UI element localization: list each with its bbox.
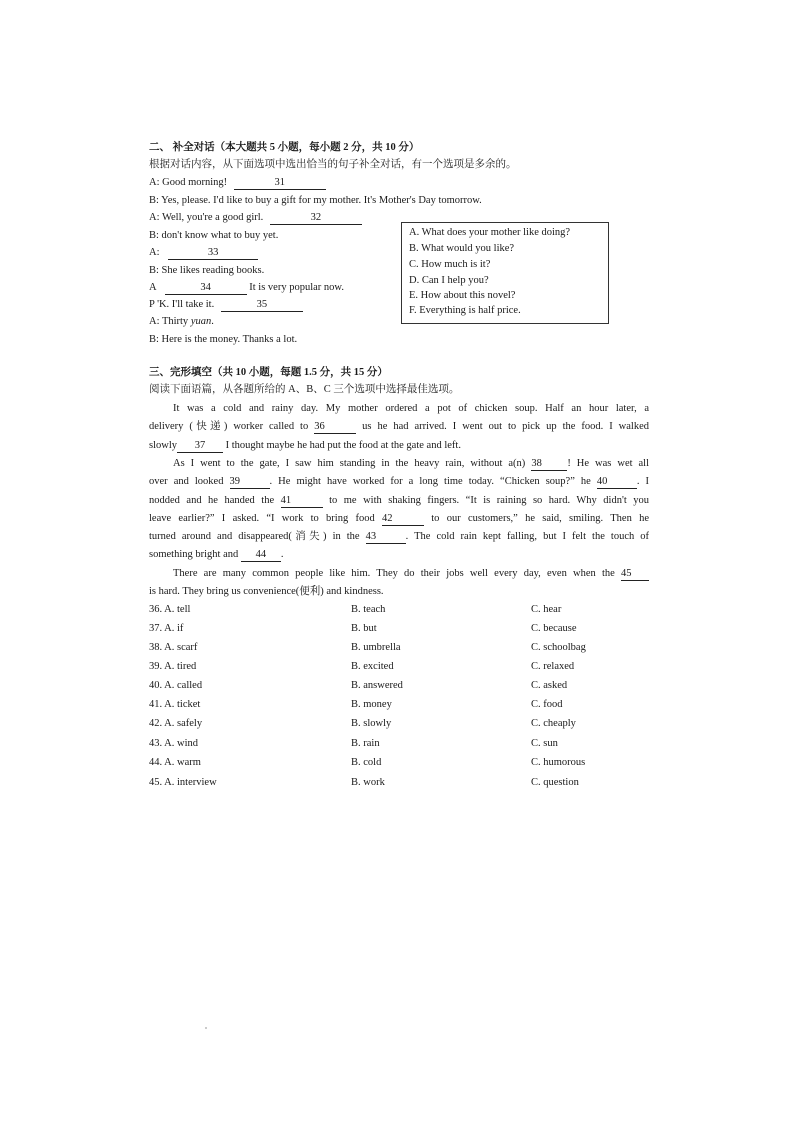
choice-37-c: C. because [531,623,577,634]
dialogue-text: . [211,316,214,327]
choice-36-c: C. hear [531,604,562,615]
passage-p2-line3 [149,492,649,511]
choice-37-b: B. but [351,623,377,634]
choice-40-a: 40. A. called [149,680,203,691]
passage-text: . [280,549,284,560]
choice-38-c: C. schoolbag [531,642,586,653]
dialogue-text: Good morning! [162,177,228,188]
passage-text: over and looked [149,476,224,487]
blank-41: 41 [281,495,323,508]
passage-text: us he had arrived. I went out to pick up the food. I walked [362,421,649,432]
passage-text: leave earlier?” I asked. “I work to bring food [149,513,375,524]
passage-text: something bright and [149,549,239,560]
passage-text: I thought maybe he had put the food at the gate and left. [225,440,461,451]
choice-42-b: B. slowly [351,718,392,729]
choice-36-a: 36. A. tell [149,604,191,615]
blank-42: 42 [382,513,424,526]
choice-43-c: C. sun [531,738,558,749]
dialogue-text: 'K. I'll take it. [157,299,215,310]
choice-38-b: B. umbrella [351,642,401,653]
passage-text: slowly [149,440,178,451]
blank-34: 34 [165,282,247,295]
dialogue-line-9 [149,315,214,329]
passage-text: to our customers,” he said, smiling. Then he [431,513,650,524]
choice-36-b: B. teach [351,604,386,615]
passage-p3-line2: is hard. They bring us convenience(便利) and kindness. [149,586,384,597]
dialogue-line-7 [149,281,344,295]
section2-heading: 二、 补全对话（本大题共 5 小题，每小题 2 分，共 10 分） [149,142,420,153]
choice-43-a: 43. A. wind [149,738,199,749]
choice-42-a: 42. A. safely [149,718,203,729]
option-f: F. Everything is half price. [409,305,521,316]
choice-44-a: 44. A. warm [149,757,201,768]
option-d: D. Can I help you? [409,275,489,286]
choice-39-c: C. relaxed [531,661,575,672]
passage-text: nodded and he handed the [149,495,275,506]
dialogue-text: It is very popular now. [249,282,344,293]
choice-45-a: 45. A. interview [149,777,217,788]
dialogue-line-8 [149,298,303,312]
blank-35: 35 [221,299,303,312]
choice-45-b: B. work [351,777,385,788]
choice-42-c: C. cheaply [531,718,576,729]
blank-36: 36 [314,421,356,434]
dialogue-italic: yuan [190,316,212,327]
option-e: E. How about this novel? [409,290,516,301]
blank-40: 40 [597,476,637,489]
passage-text: . I [636,476,650,487]
dialogue-line-1 [149,176,326,190]
choice-41-a: 41. A. ticket [149,699,201,710]
passage-p2-line4 [149,510,649,529]
blank-38: 38 [531,458,567,471]
dialogue-text: Well, you're a good girl. [161,212,264,223]
passage-p1-line2 [149,418,649,437]
passage-p1-line1: It was a cold and rainy day. My mother ordered a pot of chicken soup. Half an hour later, a [173,403,649,414]
dialogue-text: Yes, please. I'd like to buy a gift for my mother. It's Mother's Day tomorrow. [161,195,482,206]
passage-text: turned around and disappeared(消失) in the [149,531,360,542]
passage-text: to me with shaking fingers. “It is raining so hard. Why didn't you [329,495,650,506]
passage-p2-line1 [173,455,649,474]
passage-p1-line3 [149,437,649,456]
option-c: C. How much is it? [409,259,491,270]
blank-44: 44 [241,549,281,562]
options-box [401,222,609,324]
blank-33: 33 [168,247,258,260]
speaker: B: [149,334,159,345]
choice-43-b: B. rain [351,738,380,749]
passage-p2-line6 [149,546,649,565]
dialogue-line-3 [149,211,362,225]
speaker: A: [149,247,160,258]
dialogue-line-2 [149,194,482,208]
blank-39: 39 [230,476,270,489]
blank-32: 32 [270,212,362,225]
choice-40-b: B. answered [351,680,403,691]
choice-39-b: B. excited [351,661,394,672]
dialogue-text: don't know what to buy yet. [161,230,279,241]
scan-speck [205,1027,207,1029]
speaker: A: [149,212,160,223]
dialogue-text: Here is the money. Thanks a lot. [161,334,298,345]
dialogue-text: She likes reading books. [161,265,265,276]
speaker: A: [149,177,160,188]
passage-p2-line2 [149,473,649,492]
dialogue-line-4 [149,229,278,243]
blank-37: 37 [177,440,223,453]
passage-text: ! He was wet all [567,458,650,469]
speaker: B: [149,265,159,276]
option-a: A. What does your mother like doing? [409,227,571,238]
option-b: B. What would you like? [409,243,515,254]
passage-text: There are many common people like him. They do their jobs well every day, even when the [173,568,615,579]
passage-p2-line5 [149,528,649,547]
dialogue-line-6 [149,264,264,278]
passage-p3-line1 [173,565,649,584]
section2-instruction: 根据对话内容，从下面选项中选出恰当的句子补全对话，有一个选项是多余的。 [149,159,517,170]
choice-39-a: 39. A. tired [149,661,197,672]
choice-45-c: C. question [531,777,579,788]
blank-45: 45 [621,568,649,581]
speaker: P [149,299,155,310]
choice-37-a: 37. A. if [149,623,184,634]
choice-40-c: C. asked [531,680,568,691]
passage-text: . He might have worked for a long time today. “Chicken soup?” he [269,476,591,487]
dialogue-line-10 [149,333,297,347]
choice-41-c: C. food [531,699,563,710]
passage-text: . The cold rain kept falling, but I felt the touch of [405,531,649,542]
passage-text: As I went to the gate, I saw him standing in the heavy rain, without a(n) [173,458,526,469]
speaker: B: [149,195,159,206]
choice-44-c: C. humorous [531,757,586,768]
section3-heading: 三、完形填空（共 10 小题，每题 1.5 分，共 15 分） [149,367,388,378]
speaker: B: [149,230,159,241]
blank-31: 31 [234,177,326,190]
choice-38-a: 38. A. scarf [149,642,198,653]
passage-text: delivery (快递) worker called to [149,421,309,432]
blank-43: 43 [366,531,406,544]
section3-instruction: 阅读下面语篇，从各题所给的 A、B、C 三个选项中选择最佳选项。 [149,384,460,395]
choice-44-b: B. cold [351,757,382,768]
choice-41-b: B. money [351,699,392,710]
dialogue-text: Thirty [161,316,189,327]
dialogue-line-5 [149,246,258,260]
speaker: A: [149,316,160,327]
speaker: A [149,282,157,293]
